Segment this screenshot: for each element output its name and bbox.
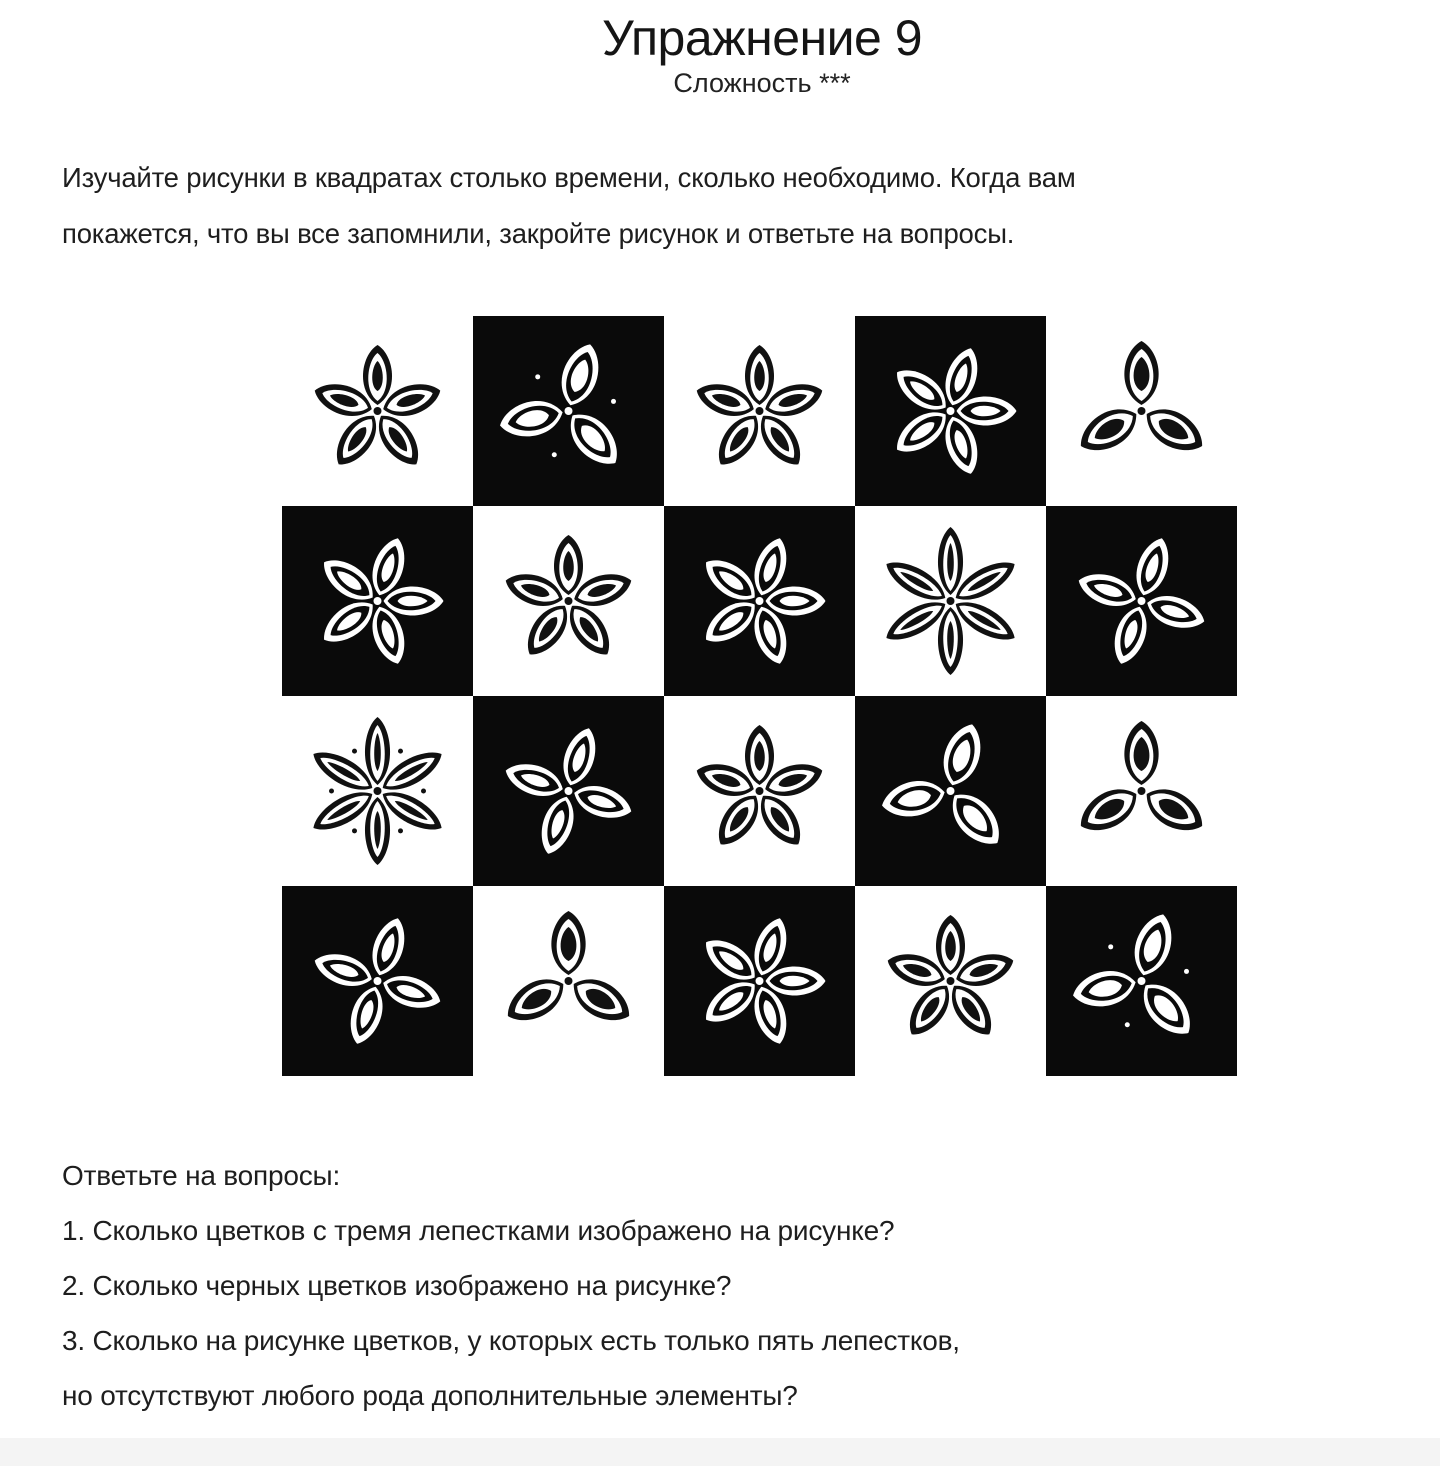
five-petal-flower-icon <box>473 506 664 696</box>
flower-square-r3-c1 <box>282 696 473 886</box>
four-petal-flower-icon <box>473 696 664 886</box>
six-petal-flower-icon <box>855 506 1046 696</box>
three-petal-flower-icon <box>1046 886 1237 1076</box>
five-petal-flower-icon <box>664 316 855 506</box>
difficulty-label: Сложность *** <box>673 68 851 98</box>
five-petal-flower-icon <box>664 886 855 1076</box>
flower-board <box>282 316 1237 1076</box>
five-petal-flower-icon <box>664 506 855 696</box>
flower-square-r3-c4 <box>855 696 1046 886</box>
flower-square-r2-c4 <box>855 506 1046 696</box>
flower-square-r4-c3 <box>664 886 855 1076</box>
flower-square-r4-c4 <box>855 886 1046 1076</box>
flower-square-r1-c4 <box>855 316 1046 506</box>
five-petal-flower-icon <box>664 696 855 886</box>
flower-square-r4-c2 <box>473 886 664 1076</box>
flower-square-r4-c5 <box>1046 886 1237 1076</box>
six-petal-flower-icon <box>282 696 473 886</box>
question-2: 2. Сколько черных цветков изображено на рисунке? <box>62 1270 732 1301</box>
question-1: 1. Сколько цветков с тремя лепестками изображено на рисунке? <box>62 1215 895 1246</box>
page-title: Упражнение 9 <box>601 10 923 66</box>
flower-square-r1-c3 <box>664 316 855 506</box>
five-petal-flower-icon <box>855 316 1046 506</box>
five-petal-flower-icon <box>282 506 473 696</box>
five-petal-flower-icon <box>855 886 1046 1076</box>
flower-square-r3-c5 <box>1046 696 1237 886</box>
instructions-line-1: Изучайте рисунки в квадратах столько времени, сколько необходимо. Когда вам <box>62 162 1076 193</box>
flower-square-r2-c2 <box>473 506 664 696</box>
flower-square-r2-c1 <box>282 506 473 696</box>
flower-square-r2-c5 <box>1046 506 1237 696</box>
five-petal-flower-icon <box>282 316 473 506</box>
three-petal-flower-icon <box>1046 316 1237 506</box>
four-petal-flower-icon <box>1046 506 1237 696</box>
page-footer-band <box>0 1438 1440 1466</box>
four-petal-flower-icon <box>282 886 473 1076</box>
flower-square-r1-c1 <box>282 316 473 506</box>
question-3-line-2: но отсутствуют любого рода дополнительные элементы? <box>62 1380 798 1411</box>
questions-block <box>62 1148 1402 1423</box>
flower-square-r3-c3 <box>664 696 855 886</box>
question-3-line-1: 3. Сколько на рисунке цветков, у которых есть только пять лепестков, <box>62 1325 960 1356</box>
questions-heading: Ответьте на вопросы: <box>62 1160 341 1191</box>
three-petal-flower-icon <box>1046 696 1237 886</box>
instructions <box>62 150 1402 262</box>
flower-square-r1-c5 <box>1046 316 1237 506</box>
three-petal-flower-icon <box>855 696 1046 886</box>
flower-square-r4-c1 <box>282 886 473 1076</box>
flower-square-r1-c2 <box>473 316 664 506</box>
instructions-line-2: покажется, что вы все запомнили, закройте рисунок и ответьте на вопросы. <box>62 218 1015 249</box>
flower-square-r3-c2 <box>473 696 664 886</box>
three-petal-flower-icon <box>473 316 664 506</box>
three-petal-flower-icon <box>473 886 664 1076</box>
flower-square-r2-c3 <box>664 506 855 696</box>
